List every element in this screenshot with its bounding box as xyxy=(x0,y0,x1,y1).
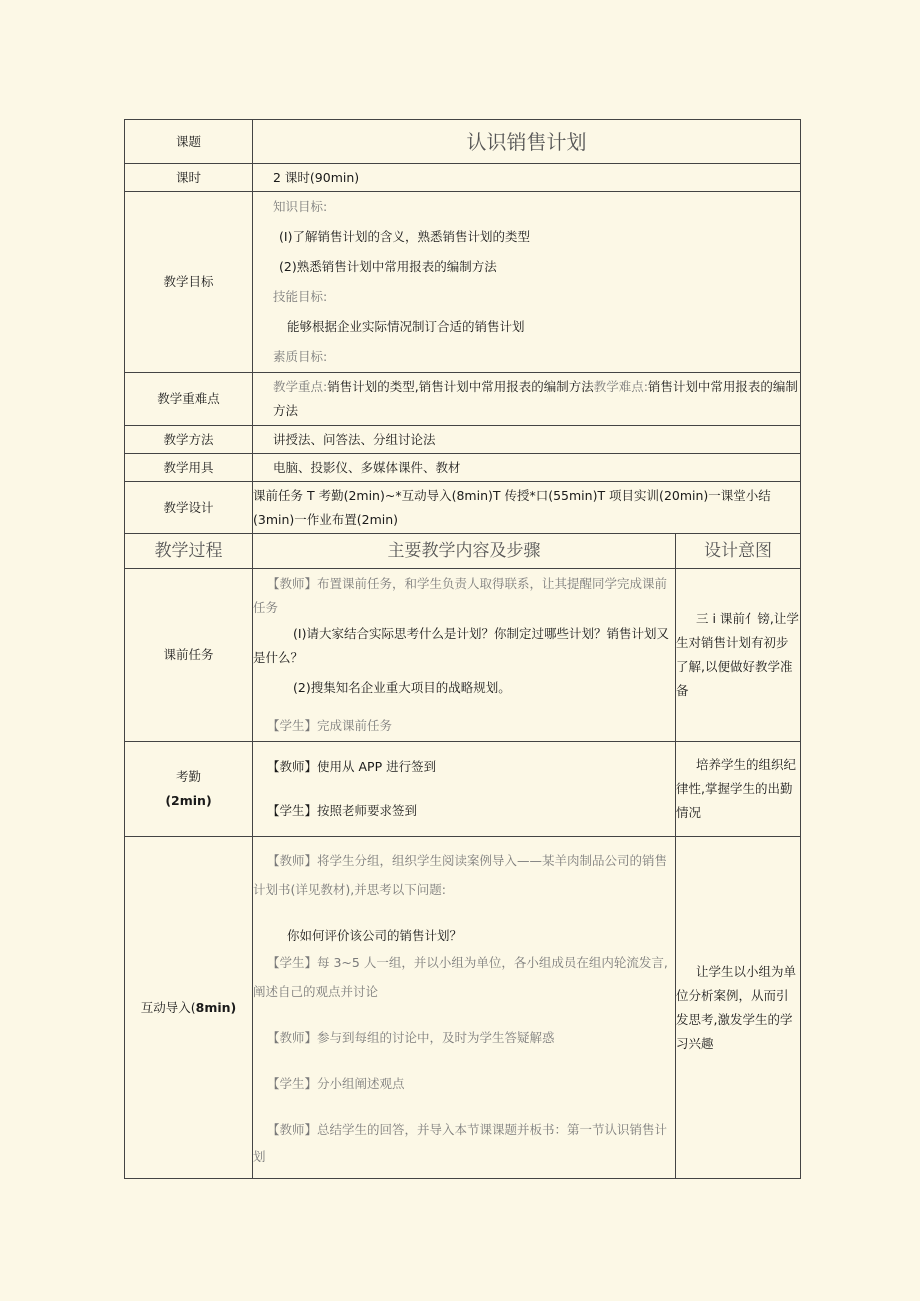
intro-label-cell xyxy=(125,837,253,1179)
attendance-intent: 培养学生的组织纪律性,掌握学生的出勤情况 xyxy=(676,742,801,837)
hours-label: 课时 xyxy=(125,164,253,192)
process-header-row xyxy=(125,534,801,569)
process-header-col1: 教学过程 xyxy=(125,534,253,569)
row-tools xyxy=(125,454,801,482)
key-points-label: 教学重难点 xyxy=(125,373,253,426)
attendance-student: 【学生】按照老师要求签到 xyxy=(267,803,418,818)
goals-content xyxy=(253,192,801,373)
pretask-intent: 三 i 课前亻镑,让学生对销售计划有初步了解,以便做好教学准备 xyxy=(676,569,801,742)
intro-teacher-1: 【教师】将学生分组，组织学生阅读案例导入——某羊肉制品公司的销售计划书(详见教材),并思考以下问题: xyxy=(253,852,668,897)
pretask-teacher: 【教师】布置课前任务，和学生负责人取得联系，让其提醒同学完成课前任务 xyxy=(253,576,668,615)
row-methods xyxy=(125,426,801,454)
difficulty-label: 教学难点: xyxy=(593,379,648,394)
intro-question: 你如何评价该公司的销售计划？ xyxy=(287,927,463,943)
process-header-col2: 主要教学内容及步骤 xyxy=(253,534,676,569)
tools-label: 教学用具 xyxy=(125,454,253,482)
pretask-label: 课前任务 xyxy=(125,569,253,742)
row-hours xyxy=(125,164,801,192)
quality-goal-title: 素质目标: xyxy=(273,349,328,364)
topic-value: 认识销售计划 xyxy=(253,120,801,164)
design-value: 课前任务 T 考勤(2min)~*互动导入(8min)T 传授*口(55min)T 项目实训(20min)一课堂小结(3min)一作业布置(2min) xyxy=(253,482,801,534)
row-intro xyxy=(125,837,801,1179)
lesson-plan-document xyxy=(124,119,800,1179)
attendance-label: 考勤 xyxy=(175,769,201,784)
knowledge-goal-1: (I)了解销售计划的含义，熟悉销售计划的类型 xyxy=(279,229,530,244)
intro-student-1: 【学生】每 3~5 人一组，并以小组为单位，各小组成员在组内轮流发言,阐述自己的观点并讨论 xyxy=(253,954,668,999)
topic-label: 课题 xyxy=(125,120,253,164)
skill-goal-1: 能够根据企业实际情况制订合适的销售计划 xyxy=(287,319,525,334)
intro-student-2: 【学生】分小组阐述观点 xyxy=(267,1075,405,1091)
intro-teacher-3: 【教师】总结学生的回答，并导入本节课课题并板书：第一节认识销售计划 xyxy=(253,1121,668,1164)
goals-label: 教学目标 xyxy=(125,192,253,373)
row-topic xyxy=(125,120,801,164)
knowledge-goal-title: 知识目标: xyxy=(273,199,328,214)
tools-value: 电脑、投影仪、多媒体课件、教材 xyxy=(253,454,801,482)
methods-label: 教学方法 xyxy=(125,426,253,454)
key-point-label: 教学重点: xyxy=(273,379,328,394)
methods-value: 讲授法、问答法、分组讨论法 xyxy=(253,426,801,454)
process-header-col3: 设计意图 xyxy=(676,534,801,569)
design-label: 教学设计 xyxy=(125,482,253,534)
pretask-content xyxy=(253,569,676,742)
intro-label: 互动导入( xyxy=(140,999,196,1015)
row-goals xyxy=(125,192,801,373)
row-pretask xyxy=(125,569,801,742)
pretask-student: 【学生】完成课前任务 xyxy=(267,718,393,733)
row-design xyxy=(125,482,801,534)
attendance-content xyxy=(253,742,676,837)
attendance-time: (2min) xyxy=(165,793,212,808)
skill-goal-title: 技能目标: xyxy=(273,289,328,304)
intro-intent: 让学生以小组为单位分析案例，从而引发思考,激发学生的学习兴趣 xyxy=(676,837,801,1179)
key-point-text: 销售计划的类型,销售计划中常用报表的编制方法 xyxy=(327,379,594,394)
key-points-content xyxy=(253,373,801,426)
row-attendance xyxy=(125,742,801,837)
hours-value: 2 课时(90min) xyxy=(253,164,801,192)
pretask-question-1: (I)请大家结合实际思考什么是计划？你制定过哪些计划？销售计划又是什么？ xyxy=(253,626,669,665)
difficulty-text: 销售计划中常用报表的编制方法 xyxy=(273,379,798,418)
lesson-plan-table xyxy=(124,119,801,1179)
knowledge-goal-2: (2)熟悉销售计划中常用报表的编制方法 xyxy=(279,259,497,274)
row-key-points xyxy=(125,373,801,426)
attendance-label-cell xyxy=(125,742,253,837)
intro-teacher-2: 【教师】参与到每组的讨论中，及时为学生答疑解惑 xyxy=(267,1029,555,1045)
intro-time: 8min) xyxy=(195,999,237,1015)
intro-content xyxy=(253,837,676,1179)
pretask-question-2: (2)搜集知名企业重大项目的战略规划。 xyxy=(293,680,511,695)
attendance-teacher: 【教师】使用从 APP 进行签到 xyxy=(267,759,437,774)
